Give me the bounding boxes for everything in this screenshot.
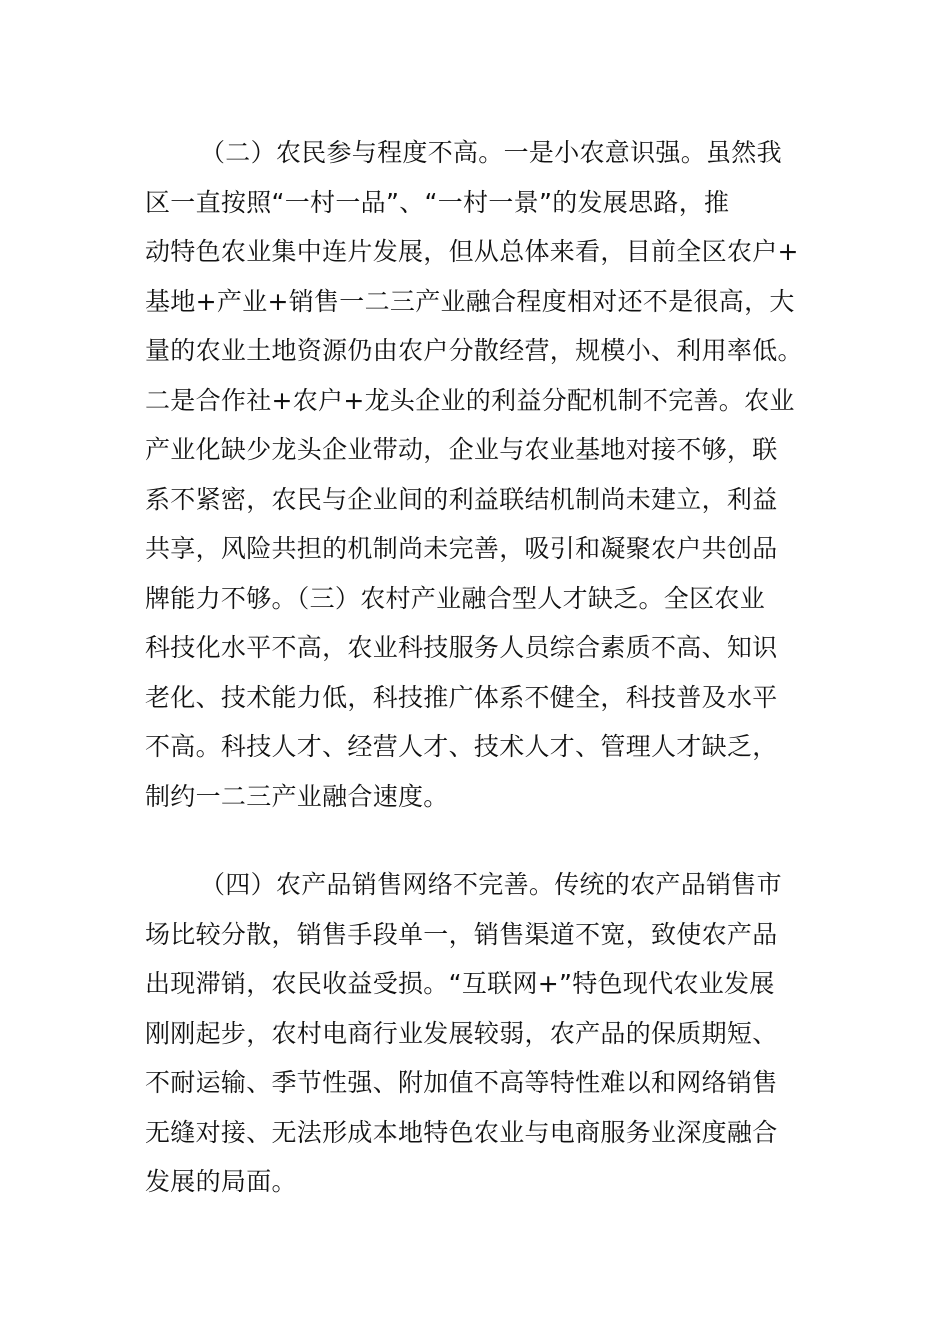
text-line: 区一直按照“一村一品”、“一村一景”的发展思路，推 [145,187,730,217]
text-line: 动特色农业集中连片发展，但从总体来看，目前全区农户+ [145,237,799,266]
text-line: 出现滞销，农民收益受损。“互联网+”特色现代农业发展 [145,969,775,998]
text-line: 刚刚起步，农村电商行业发展较弱，农产品的保质期短、 [145,1018,778,1048]
text-line: （四）农产品销售网络不完善。传统的农产品销售市 [200,870,782,899]
text-line: 科技化水平不高，农业科技服务人员综合素质不高、知识 [145,633,778,662]
text-line: 基地+产业+销售一二三产业融合程度相对还不是很高，大 [145,286,795,316]
text-line: 不高。科技人才、经营人才、技术人才、管理人才缺乏， [145,732,778,761]
paragraph-sales-network [145,860,825,1207]
text-line: 发展的局面。 [145,1167,297,1196]
text-line: 牌能力不够。（三）农村产业融合型人才缺乏。全区农业 [145,583,766,613]
text-line: 二是合作社+农户+龙头企业的利益分配机制不完善。农业 [145,385,795,415]
text-line: 制约一二三产业融合速度。 [145,781,449,811]
text-line: 场比较分散，销售手段单一，销售渠道不宽，致使农产品 [145,919,778,949]
text-line: （二）农民参与程度不高。一是小农意识强。虽然我 [200,138,782,167]
text-line: 老化、技术能力低，科技推广体系不健全，科技普及水平 [145,682,778,712]
text-line: 共享，风险共担的机制尚未完善，吸引和凝聚农户共创品 [145,534,778,563]
text-line: 产业化缺少龙头企业带动，企业与农业基地对接不够，联 [145,435,778,464]
text-line: 量的农业土地资源仍由农户分散经营，规模小、利用率低。 [145,336,803,365]
text-line: 不耐运输、季节性强、附加值不高等特性难以和网络销售 [145,1068,778,1097]
paragraph-farmer-participation [145,128,825,821]
text-line: 系不紧密，农民与企业间的利益联结机制尚未建立，利益 [145,484,778,514]
text-line: 无缝对接、无法形成本地特色农业与电商服务业深度融合 [145,1117,778,1147]
